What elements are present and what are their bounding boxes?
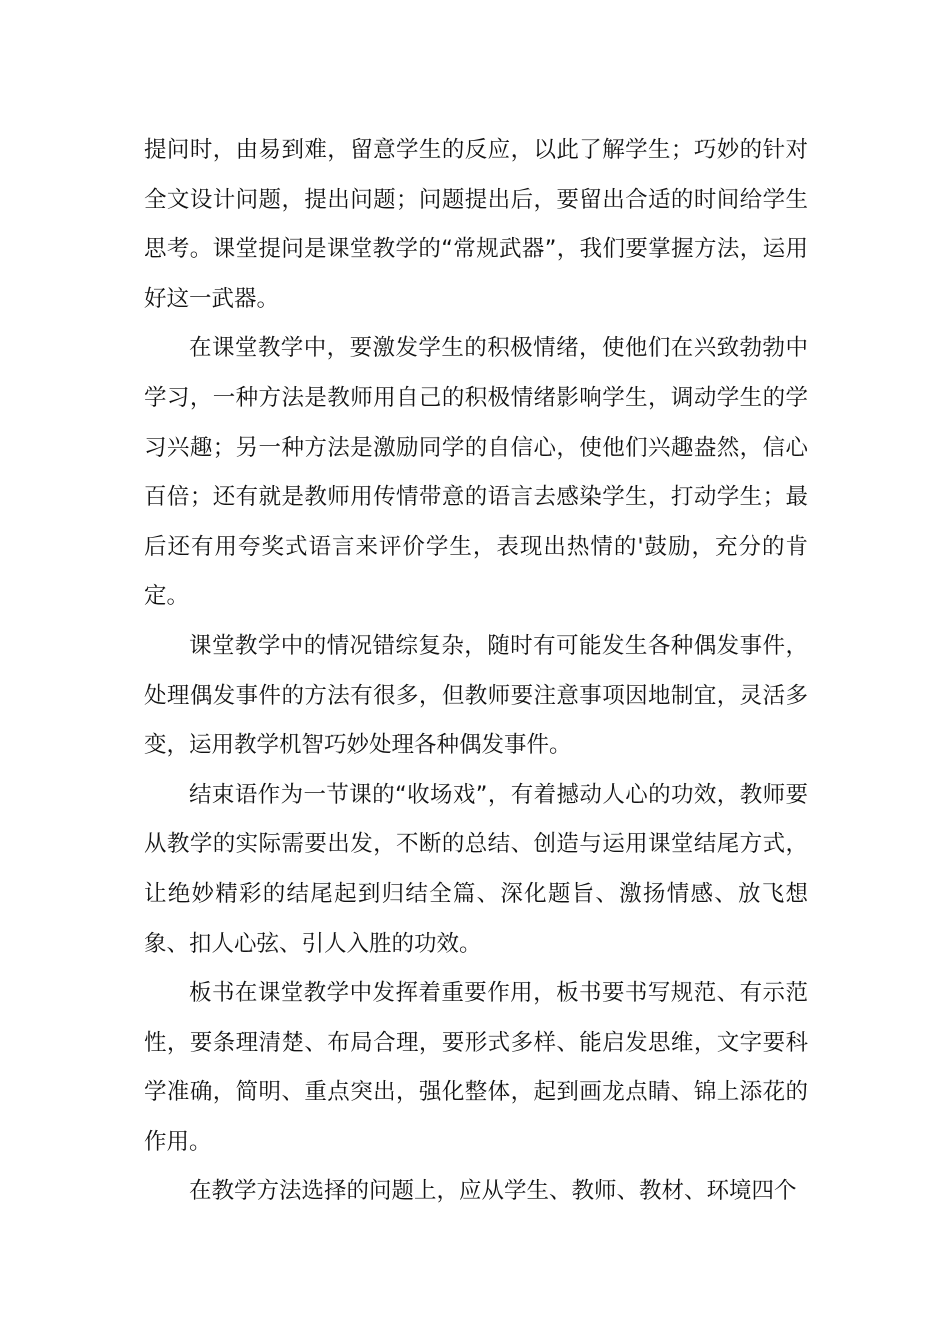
paragraph-incidents: 课堂教学中的情况错综复杂，随时有可能发生各种偶发事件，处理偶发事件的方法有很多，但教师要注意事项因地制宜，灵活多变，运用教学机智巧妙处理各种偶发事件。	[144, 632, 808, 759]
paragraph-closing: 结束语作为一节课的“收场戏”，有着撼动人心的功效，教师要从教学的实际需要出发，不断的总结、创造与运用课堂结尾方式，让绝妙精彩的结尾起到归结全篇、深化题旨、激扬情感、放飞想象、扣人心弦、引人入胜的功效。	[144, 781, 808, 957]
document-body	[144, 126, 808, 1217]
paragraph-methods: 在教学方法选择的问题上，应从学生、教师、教材、环境四个	[189, 1178, 797, 1205]
paragraph-blackboard: 板书在课堂教学中发挥着重要作用，板书要书写规范、有示范性，要条理清楚、布局合理，要形式多样、能启发思维，文字要科学准确，简明、重点突出，强化整体，起到画龙点睛、锦上添花的作用。	[144, 980, 808, 1155]
paragraph-emotion: 在课堂教学中，要激发学生的积极情绪，使他们在兴致勃勃中学习，一种方法是教师用自己的积极情绪影响学生，调动学生的学习兴趣；另一种方法是激励同学的自信心，使他们兴趣盎然，信心百倍；还有就是教师用传情带意的语言去感染学生，打动学生；最后还有用夸奖式语言来评价学生，表现出热情的'鼓励，充分的肯定。	[144, 335, 808, 610]
paragraph-continued: 提问时，由易到难，留意学生的反应，以此了解学生；巧妙的针对全文设计问题，提出问题；问题提出后，要留出合适的时间给学生思考。课堂提问是课堂教学的“常规武器”，我们要掌握方法，运用好这一武器。	[144, 137, 808, 312]
